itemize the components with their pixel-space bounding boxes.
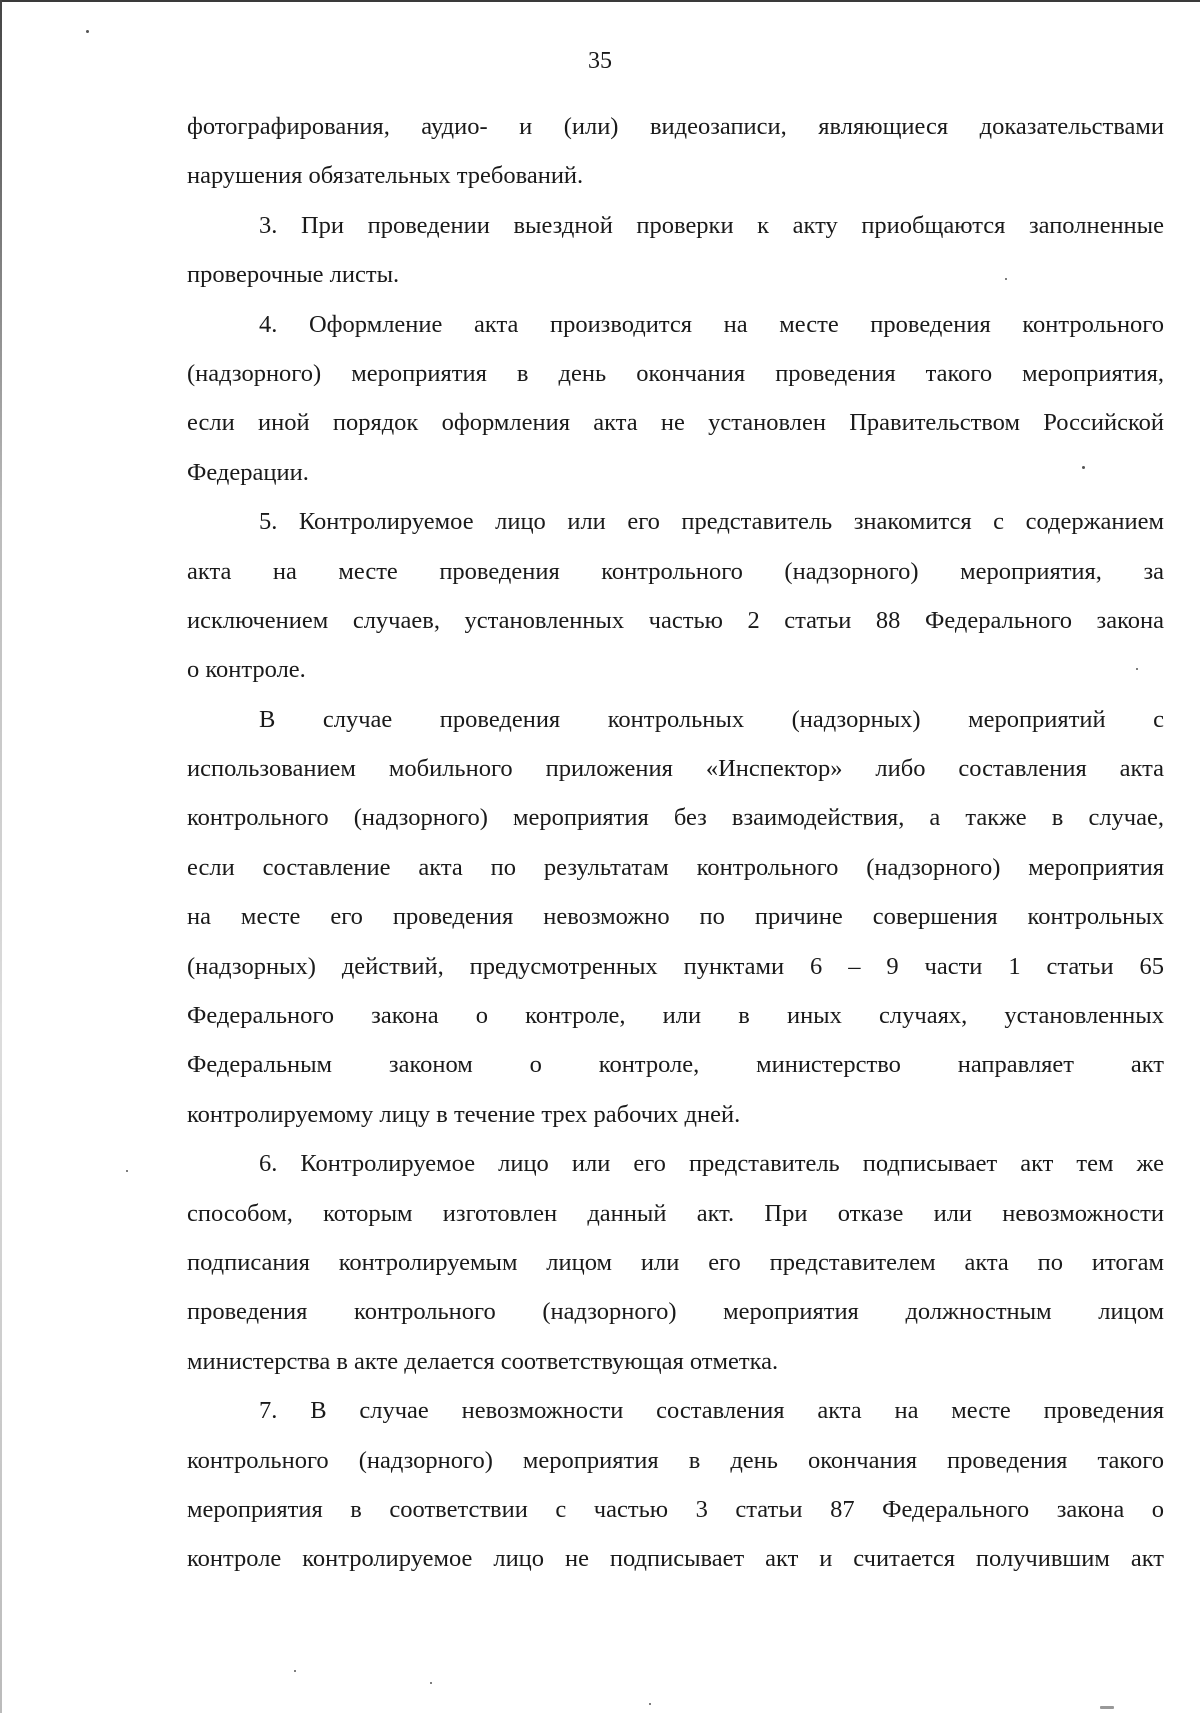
text-line: на месте его проведения невозможно по причине совершения контрольных	[187, 903, 1164, 931]
scan-edge-left	[0, 0, 2, 1713]
text-line: контролируемому лицу в течение трех рабочих дней.	[187, 1100, 741, 1128]
text-line: акта на месте проведения контрольного (надзорного) мероприятия, за	[187, 557, 1164, 585]
text-line: 6. Контролируемое лицо или его представитель подписывает акт тем же	[259, 1150, 1164, 1178]
text-line: Федерального закона о контроле, или в иных случаях, установленных	[187, 1002, 1164, 1030]
text-line: если составление акта по результатам контрольного (надзорного) мероприятия	[187, 853, 1164, 881]
text-line: проведения контрольного (надзорного) мероприятия должностным лицом	[187, 1298, 1164, 1326]
text-line: 5. Контролируемое лицо или его представитель знакомится с содержанием	[259, 508, 1164, 536]
text-line: подписания контролируемым лицом или его представителем акта по итогам	[187, 1248, 1164, 1276]
text-line: исключением случаев, установленных частью 2 статьи 88 Федерального закона	[187, 606, 1164, 634]
scan-speck	[430, 1682, 432, 1684]
text-line: 4. Оформление акта производится на месте проведения контрольного	[259, 310, 1164, 338]
text-line: контрольного (надзорного) мероприятия в день окончания проведения такого	[187, 1446, 1164, 1474]
text-line: если иной порядок оформления акта не установлен Правительством Российской	[187, 409, 1164, 437]
text-line: мероприятия в соответствии с частью 3 статьи 87 Федерального закона о	[187, 1495, 1164, 1523]
page-number: 35	[588, 48, 612, 74]
text-line: В случае проведения контрольных (надзорных) мероприятий с	[259, 705, 1164, 733]
text-line: Федерации.	[187, 458, 309, 486]
text-line: способом, которым изготовлен данный акт. При отказе или невозможности	[187, 1199, 1164, 1227]
scan-speck	[1100, 1706, 1114, 1709]
text-line: использованием мобильного приложения «Инспектор» либо составления акта	[187, 755, 1164, 783]
scan-speck	[86, 30, 89, 33]
text-line: 7. В случае невозможности составления акта на месте проведения	[259, 1397, 1164, 1425]
text-line: контроле контролируемое лицо не подписывает акт и считается получившим акт	[187, 1545, 1164, 1573]
document-body	[187, 102, 1164, 1584]
text-line: фотографирования, аудио- и (или) видеозаписи, являющиеся доказательствами	[187, 113, 1164, 140]
text-line: (надзорных) действий, предусмотренных пунктами 6 – 9 части 1 статьи 65	[187, 952, 1164, 980]
scan-speck	[649, 1703, 651, 1705]
text-line: (надзорного) мероприятия в день окончания проведения такого мероприятия,	[187, 359, 1164, 387]
text-line: Федеральным законом о контроле, министерство направляет акт	[187, 1051, 1164, 1079]
text-line: нарушения обязательных требований.	[187, 162, 584, 190]
text-line: контрольного (надзорного) мероприятия без взаимодействия, а также в случае,	[187, 804, 1164, 832]
scan-speck	[126, 1170, 128, 1172]
text-line: о контроле.	[187, 656, 306, 684]
text-line: министерства в акте делается соответствующая отметка.	[187, 1347, 779, 1375]
scan-edge-top	[0, 0, 1200, 2]
text-line: проверочные листы.	[187, 261, 400, 289]
scan-speck	[294, 1670, 296, 1672]
text-line: 3. При проведении выездной проверки к акту приобщаются заполненные	[259, 211, 1164, 239]
